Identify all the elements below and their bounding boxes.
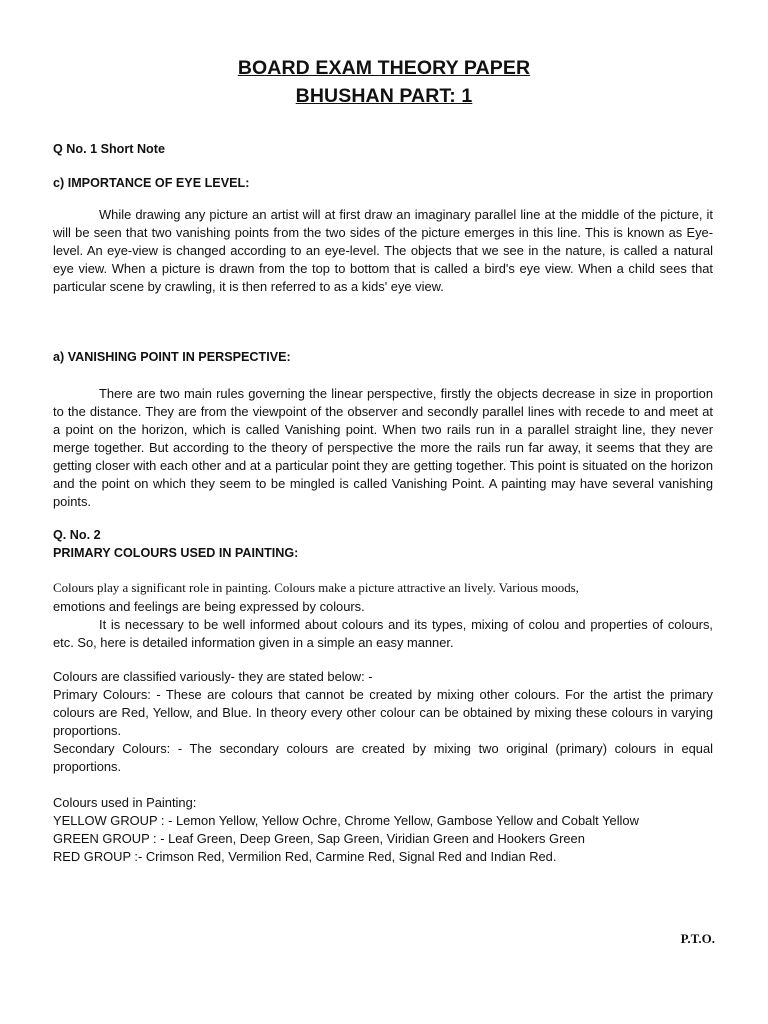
vanishing-point-heading: a) VANISHING POINT IN PERSPECTIVE: <box>53 350 291 364</box>
vanishing-point-paragraph: There are two main rules governing the linear perspective, firstly the objects decrease in size in proportion to the distance. They are from the viewpoint of the observer and secondly parallel lines with recede to and meet at a point on the horizon, which is called Vanishing point. When two rails run in a parallel straight line, they never merge together. But according to the theory of perspective the more the rails run far away, it seems that they are getting closer with each other and at a particular point they are getting together. This point is situated on the horizon and the point on which they seem to be mingled is called Vanishing Point. A painting may have several vanishing points. <box>53 386 713 509</box>
colours-used-heading: Colours used in Painting: <box>53 795 197 810</box>
primary-colours-paragraph: Primary Colours: - These are colours that cannot be created by mixing other colours. For the artist the primary colours are Red, Yellow, and Blue. In theory every other colour can be obtained by mixing these colours in varying proportions. <box>53 687 713 738</box>
page-turn-over-note: P.T.O. <box>680 931 715 946</box>
question-2-number: Q. No. 2 <box>53 528 101 542</box>
colours-intro-line: emotions and feelings are being expressed by colours. <box>53 599 365 614</box>
colours-intro-serif-line: Colours play a significant role in painting. Colours make a picture attractive an lively. Various moods, <box>53 581 579 595</box>
yellow-group-line: YELLOW GROUP : - Lemon Yellow, Yellow Ochre, Chrome Yellow, Gambose Yellow and Cobalt Yellow <box>53 813 639 828</box>
primary-colours-heading: PRIMARY COLOURS USED IN PAINTING: <box>53 546 299 560</box>
colours-classified-line: Colours are classified variously- they are stated below: - <box>53 669 373 684</box>
document-title: BOARD EXAM THEORY PAPER <box>237 57 531 79</box>
colours-info-paragraph: It is necessary to be well informed about colours and its types, mixing of colou and properties of colours, etc. So, here is detailed information given in a simple an easy manner. <box>53 617 713 650</box>
document-subtitle: BHUSHAN PART: 1 <box>295 85 473 107</box>
green-group-line: GREEN GROUP : - Leaf Green, Deep Green, Sap Green, Viridian Green and Hookers Green <box>53 831 585 846</box>
secondary-colours-paragraph: Secondary Colours: - The secondary colours are created by mixing two original (primary) colours in equal proportions. <box>53 741 713 774</box>
eye-level-heading: c) IMPORTANCE OF EYE LEVEL: <box>53 176 250 190</box>
red-group-line: RED GROUP :- Crimson Red, Vermilion Red, Carmine Red, Signal Red and Indian Red. <box>53 849 557 864</box>
eye-level-paragraph: While drawing any picture an artist will at first draw an imaginary parallel line at the middle of the picture, it will be seen that two vanishing points from the two sides of the picture emerges in this line. This is known as Eye-level. An eye-view is changed according to an eye-level. The objects that we see in the nature, is called a natural eye view. When a picture is drawn from the top to bottom that is called a bird's eye view. When a child sees that particular scene by crawling, it is then referred to as a kids' eye view. <box>53 207 713 294</box>
question-1-heading: Q No. 1 Short Note <box>53 142 165 156</box>
